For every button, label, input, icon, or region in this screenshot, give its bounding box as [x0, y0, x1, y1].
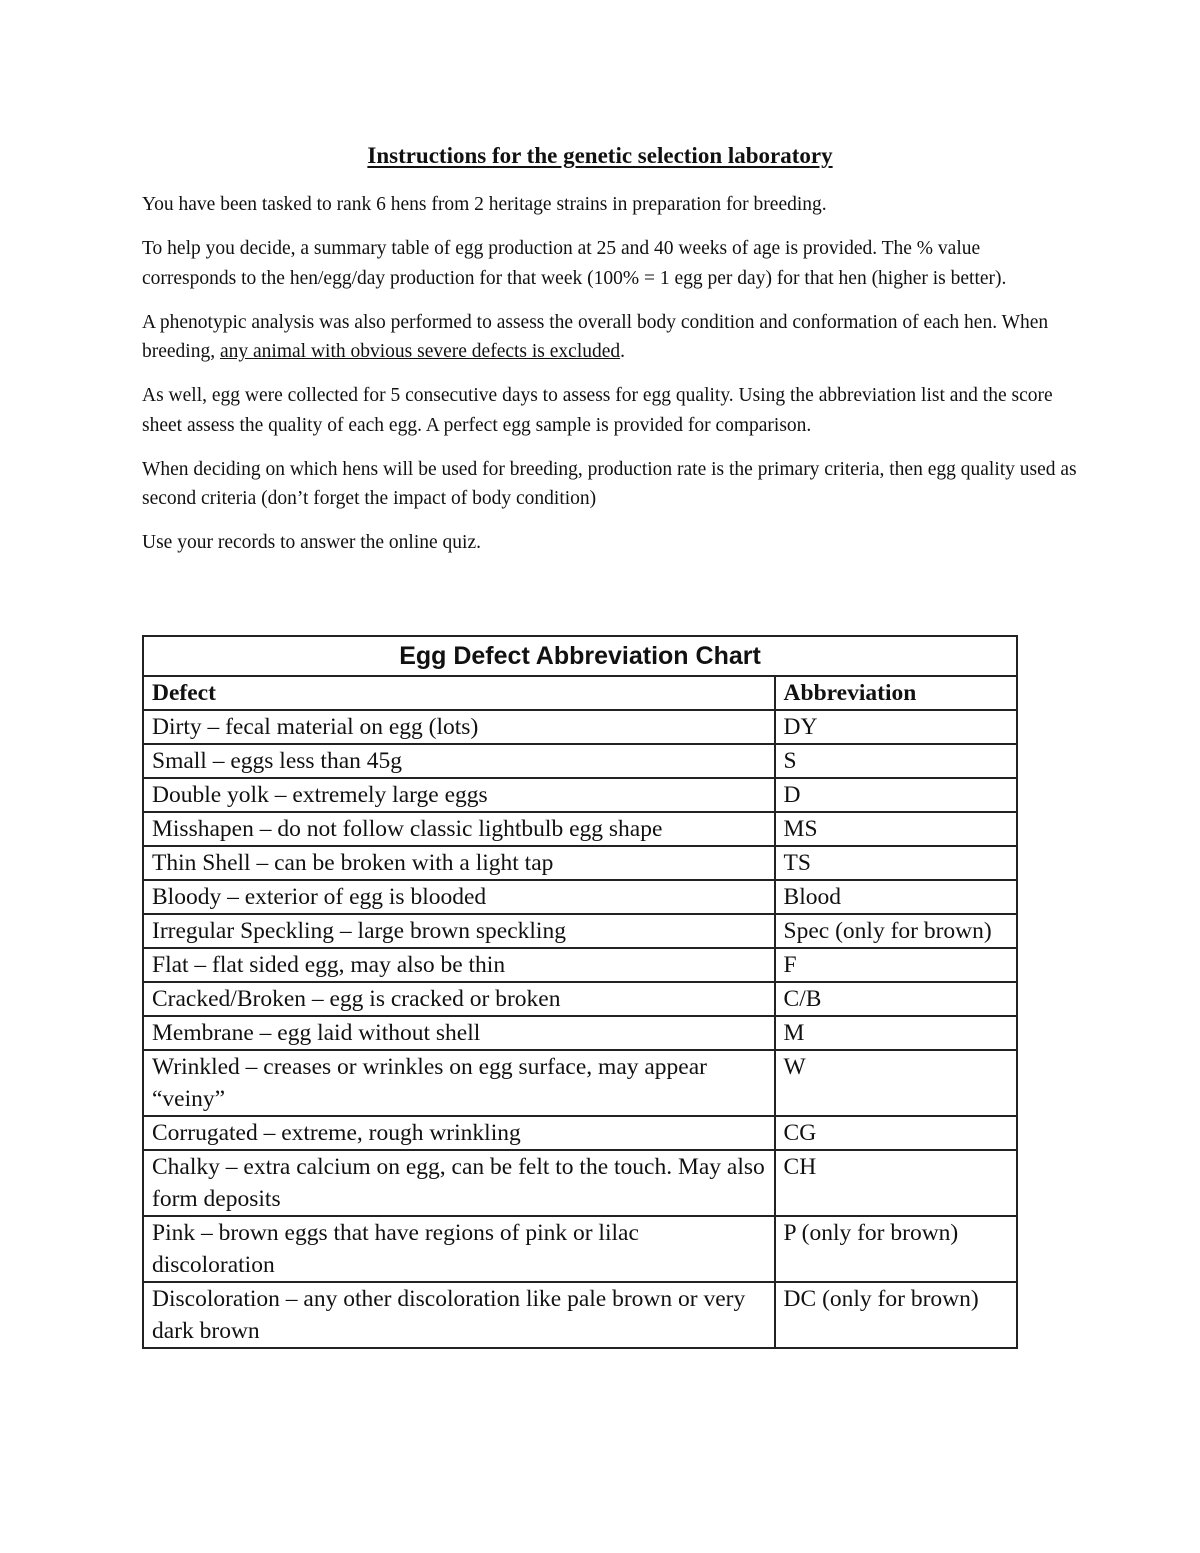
defect-cell: Flat – flat sided egg, may also be thin: [143, 948, 775, 982]
paragraph-production: To help you decide, a summary table of egg production at 25 and 40 weeks of age is provided. The % value corresponds to the hen/egg/day production for that week (100% = 1 egg per day) for that hen (higher is better).: [142, 238, 1007, 289]
table-row: [143, 914, 1017, 948]
chart-header-row: [143, 676, 1017, 710]
table-row: [143, 710, 1017, 744]
paragraph-task: You have been tasked to rank 6 hens from 2 heritage strains in preparation for breeding.: [142, 194, 827, 215]
document-title: Instructions for the genetic selection laboratory: [367, 143, 833, 168]
defect-cell: Pink – brown eggs that have regions of pink or lilac discoloration: [143, 1216, 775, 1282]
phenotype-end: .: [620, 341, 626, 362]
defect-cell: Discoloration – any other discoloration like pale brown or very dark brown: [143, 1282, 775, 1348]
chart-title-row: [143, 636, 1017, 676]
abbreviation-cell: M: [775, 1016, 1017, 1050]
chart-body: [143, 710, 1017, 1348]
header-abbreviation: Abbreviation: [775, 676, 1017, 710]
abbreviation-cell: C/B: [775, 982, 1017, 1016]
defect-cell: Corrugated – extreme, rough wrinkling: [143, 1116, 775, 1150]
chart-title: Egg Defect Abbreviation Chart: [143, 636, 1017, 676]
abbreviation-cell: Blood: [775, 880, 1017, 914]
table-row: [143, 744, 1017, 778]
table-row: [143, 778, 1017, 812]
egg-defect-chart: [142, 635, 1018, 1349]
defect-cell: Cracked/Broken – egg is cracked or broken: [143, 982, 775, 1016]
table-row: [143, 1050, 1017, 1116]
paragraph-egg-quality: As well, egg were collected for 5 consecutive days to assess for egg quality. Using the abbreviation list and the score sheet assess the quality of each egg. A perfect egg sample is provided for comparison.: [142, 385, 1053, 436]
abbreviation-cell: DC (only for brown): [775, 1282, 1017, 1348]
paragraph-quiz: Use your records to answer the online quiz.: [142, 532, 481, 553]
paragraph-phenotype: [142, 308, 1077, 367]
table-row: [143, 1282, 1017, 1348]
abbreviation-cell: Spec (only for brown): [775, 914, 1017, 948]
table-row: [143, 1016, 1017, 1050]
abbreviation-cell: MS: [775, 812, 1017, 846]
abbreviation-cell: CH: [775, 1150, 1017, 1216]
defect-cell: Chalky – extra calcium on egg, can be felt to the touch. May also form deposits: [143, 1150, 775, 1216]
table-row: [143, 880, 1017, 914]
defect-cell: Wrinkled – creases or wrinkles on egg surface, may appear “veiny”: [143, 1050, 775, 1116]
abbreviation-cell: F: [775, 948, 1017, 982]
table-row: [143, 1116, 1017, 1150]
defect-cell: Double yolk – extremely large eggs: [143, 778, 775, 812]
abbreviation-cell: CG: [775, 1116, 1017, 1150]
defect-cell: Thin Shell – can be broken with a light tap: [143, 846, 775, 880]
table-row: [143, 1216, 1017, 1282]
phenotype-text: A phenotypic analysis was also performed to assess the overall body condition and conformation of each hen. When breeding,: [142, 311, 1049, 362]
header-defect: Defect: [143, 676, 775, 710]
abbreviation-cell: DY: [775, 710, 1017, 744]
abbreviation-cell: S: [775, 744, 1017, 778]
defect-cell: Misshapen – do not follow classic lightbulb egg shape: [143, 812, 775, 846]
defect-cell: Dirty – fecal material on egg (lots): [143, 710, 775, 744]
defect-cell: Small – eggs less than 45g: [143, 744, 775, 778]
instructions-body: [142, 190, 1077, 572]
table-row: [143, 846, 1017, 880]
abbreviation-cell: D: [775, 778, 1017, 812]
abbreviation-cell: TS: [775, 846, 1017, 880]
table-row: [143, 1150, 1017, 1216]
defect-cell: Bloody – exterior of egg is blooded: [143, 880, 775, 914]
table-row: [143, 948, 1017, 982]
abbreviation-cell: P (only for brown): [775, 1216, 1017, 1282]
defect-cell: Membrane – egg laid without shell: [143, 1016, 775, 1050]
defect-cell: Irregular Speckling – large brown speckling: [143, 914, 775, 948]
abbreviation-cell: W: [775, 1050, 1017, 1116]
table-row: [143, 982, 1017, 1016]
table-row: [143, 812, 1017, 846]
exclusion-rule: any animal with obvious severe defects is excluded: [219, 341, 621, 362]
paragraph-criteria: When deciding on which hens will be used for breeding, production rate is the primary criteria, then egg quality used as second criteria (don’t forget the impact of body condition): [142, 458, 1077, 509]
